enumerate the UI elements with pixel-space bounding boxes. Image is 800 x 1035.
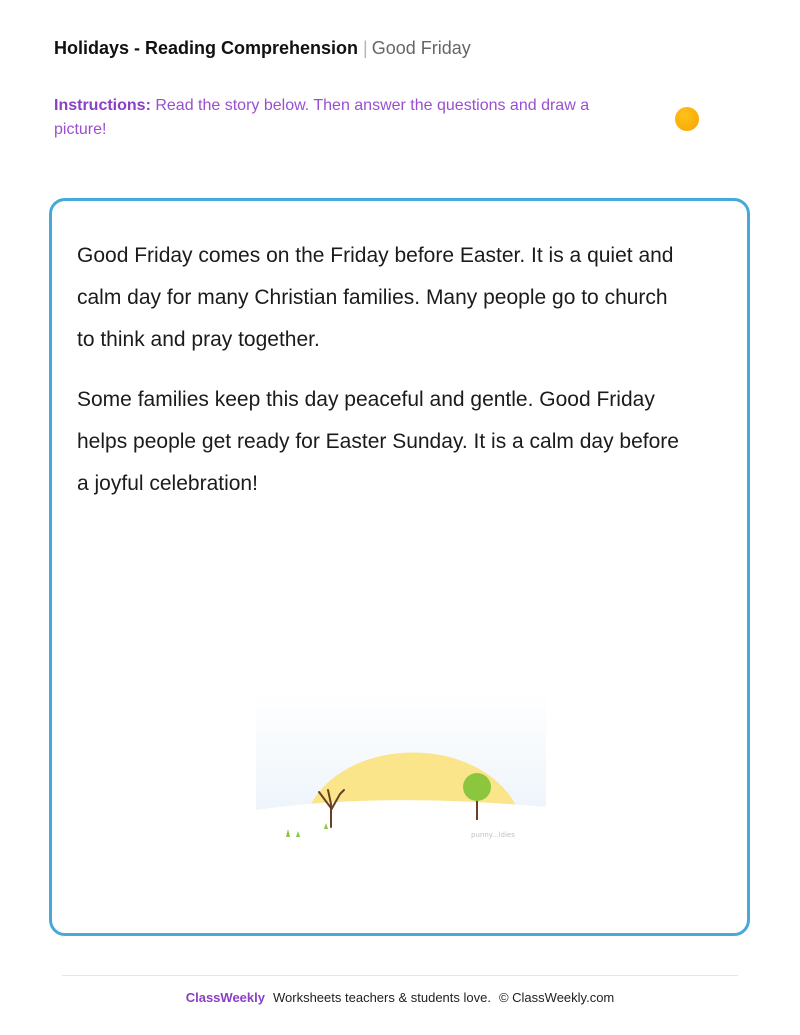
page-footer (0, 989, 800, 1007)
sunrise-illustration (256, 632, 546, 842)
title-separator: | (363, 38, 368, 58)
decorative-dot-icon (675, 107, 699, 131)
sunrise-illustration-svg (256, 632, 546, 842)
page-header (54, 37, 471, 59)
footer-copyright: © ClassWeekly.com (498, 990, 615, 1005)
story-text (77, 235, 687, 523)
page-title: Holidays - Reading Comprehension (54, 38, 359, 58)
instructions-text: Read the story below. Then answer the questions and draw a picture! (54, 97, 590, 138)
footer-divider (62, 975, 738, 976)
story-paragraph: Good Friday comes on the Friday before Easter. It is a quiet and calm day for many Christian families. Many people go to church to think and pray together. (77, 244, 674, 351)
story-paragraph: Some families keep this day peaceful and gentle. Good Friday helps people get ready for Easter Sunday. It is a calm day before a joyful celebration! (77, 388, 679, 495)
footer-tagline: Worksheets teachers & students love. (272, 990, 491, 1005)
footer-brand[interactable]: ClassWeekly (185, 990, 265, 1005)
page-subtitle: Good Friday (371, 38, 471, 58)
instructions-label: Instructions: (54, 97, 151, 114)
instructions (54, 94, 614, 142)
illustration-caption: punny...ldies (471, 831, 515, 839)
